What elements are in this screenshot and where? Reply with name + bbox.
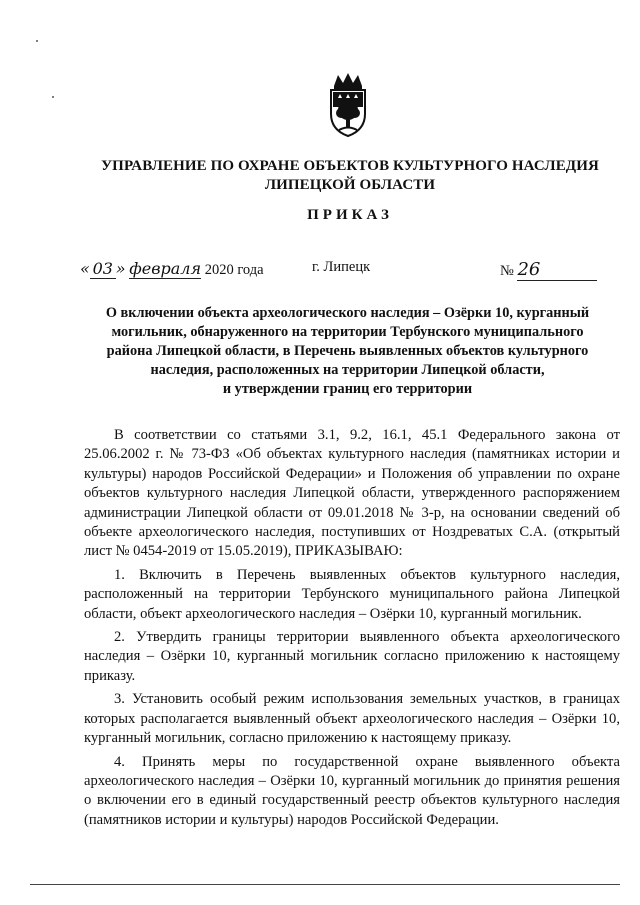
document-number bbox=[500, 259, 597, 281]
title-line: наследия, расположенных на территории Липецкой области, bbox=[150, 362, 545, 378]
order-item-1: 1. Включить в Перечень выявленных объектов культурного наследия, расположенный на территории Тербунского муниципального района Липецкой области, объект археологического наследия – Озёрки 10, курганный могильник. bbox=[84, 566, 620, 622]
number-sign: № bbox=[500, 263, 514, 279]
title-line: района Липецкой области, в Перечень выявленных объектов культурного bbox=[106, 343, 589, 359]
title-line: и утверждении границ его территории bbox=[222, 381, 473, 397]
document-type: ПРИКАЗ bbox=[307, 207, 393, 223]
scan-speck bbox=[52, 96, 54, 98]
date-day: 03 bbox=[90, 259, 116, 279]
page-bottom-rule bbox=[30, 884, 620, 885]
document-date bbox=[80, 259, 264, 279]
order-item-2: 2. Утвердить границы территории выявленного объекта археологического наследия – Озёрки 10, курганный могильник согласно приложению к настоящему приказу. bbox=[84, 629, 620, 684]
title-line: О включении объекта археологического наследия – Озёрки 10, курганный bbox=[105, 305, 590, 321]
document-title bbox=[85, 304, 610, 399]
document-body bbox=[84, 426, 620, 834]
date-year: 2020 года bbox=[204, 262, 264, 278]
organization-name-line2: ЛИПЕЦКОЙ ОБЛАСТИ bbox=[264, 177, 436, 193]
order-item-3: 3. Установить особый режим использования земельных участков, в границах которых располагается выявленный объект археологического наследия – Озёрки 10, курганный могильник, согласно приложению к настоящему приказу. bbox=[84, 691, 620, 747]
order-item-4: 4. Принять меры по государственной охране выявленного объекта археологического наследия – Озёрки 10, курганный могильник до принятия решения о включении его в единый государственный реестр объектов культурного наследия (памятников истории и культуры) народов Российской Федерации. bbox=[84, 753, 620, 828]
scan-speck bbox=[36, 40, 38, 42]
date-month: февраля bbox=[129, 259, 202, 278]
document-city: г. Липецк bbox=[312, 259, 371, 275]
date-open-quote: « bbox=[80, 259, 90, 278]
number-value: 26 bbox=[517, 259, 597, 281]
title-line: могильник, обнаруженного на территории Тербунского муниципального bbox=[111, 324, 584, 340]
preamble-paragraph: В соответствии со статьями 3.1, 9.2, 16.1, 45.1 Федерального закона от 25.06.2002 г. № 73-ФЗ «Об объектах культурного наследия (памятниках истории и культуры) народов Российской Федерации» и Положения об управлении по охране объектов культурного наследия Липецкой области, утвержденного распоряжением администрации Липецкой области от 09.01.2018 № 3-р, на основании сведений об объекте археологического наследия, поступивших от Ноздреватых С.А. (открытый лист № 0454-2019 от 15.05.2019), ПРИКАЗЫВАЮ: bbox=[84, 427, 620, 560]
date-close-quote: » bbox=[115, 259, 126, 278]
organization-name-line1: УПРАВЛЕНИЕ ПО ОХРАНЕ ОБЪЕКТОВ КУЛЬТУРНОГО НАСЛЕДИЯ bbox=[101, 158, 599, 174]
coat-of-arms-icon bbox=[326, 70, 370, 138]
